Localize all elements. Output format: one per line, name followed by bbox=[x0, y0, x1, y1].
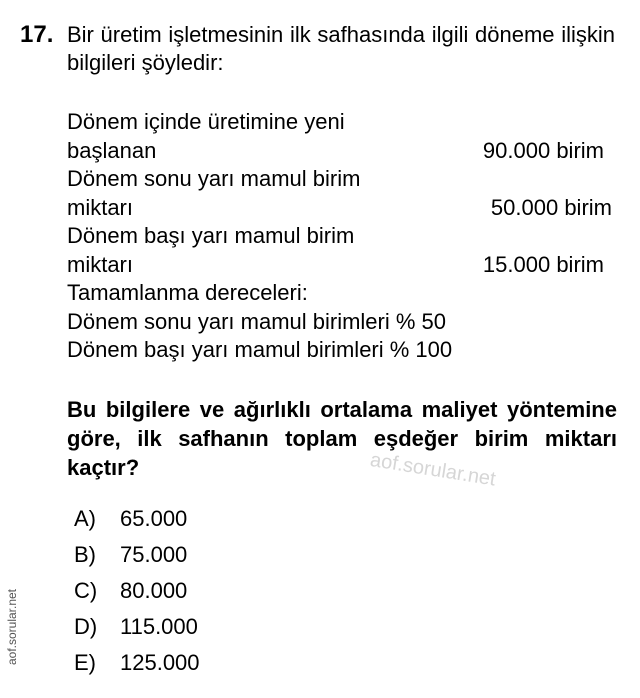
info-line: Dönem sonu yarı mamul birimleri % 50 bbox=[67, 308, 447, 334]
option-letter: B) bbox=[74, 542, 96, 567]
info-value: 90.000 birim bbox=[482, 137, 604, 163]
option-letter: E) bbox=[74, 650, 96, 675]
info-label: miktarı bbox=[67, 194, 133, 220]
side-watermark: aof.sorular.net bbox=[5, 588, 19, 666]
info-line: Dönem içinde üretimine yeni bbox=[67, 109, 345, 134]
option-text: 115.000 bbox=[120, 614, 198, 639]
option-letter: D) bbox=[74, 614, 98, 639]
info-row bbox=[67, 137, 607, 166]
option-a[interactable] bbox=[74, 504, 200, 540]
option-text: 125.000 bbox=[120, 650, 200, 675]
info-line: Dönem başı yarı mamul birimleri % 100 bbox=[67, 337, 453, 362]
option-letter: C) bbox=[74, 578, 98, 603]
question-number: 17. bbox=[20, 21, 54, 48]
option-text: 75.000 bbox=[120, 542, 188, 567]
option-text: 65.000 bbox=[120, 506, 188, 531]
option-b[interactable] bbox=[74, 540, 200, 576]
info-row bbox=[67, 251, 607, 280]
option-letter: A) bbox=[74, 506, 96, 531]
info-line: Dönem başı yarı mamul birim bbox=[67, 223, 355, 248]
info-row bbox=[67, 194, 612, 223]
option-e[interactable] bbox=[74, 648, 200, 684]
info-label: başlanan bbox=[67, 137, 157, 163]
watermark: aof.sorular.net bbox=[368, 449, 498, 491]
info-line: Dönem sonu yarı mamul birim bbox=[67, 166, 361, 191]
info-block bbox=[67, 108, 612, 365]
info-value: 50.000 birim bbox=[490, 194, 612, 220]
question-intro: Bir üretim işletmesinin ilk safhasında ilgili döneme ilişkin bilgileri şöyledir: bbox=[67, 22, 615, 75]
answer-options bbox=[74, 504, 200, 684]
info-line: Tamamlanma dereceleri: bbox=[67, 280, 308, 305]
option-c[interactable] bbox=[74, 576, 200, 612]
question-stem: Bu bilgilere ve ağırlıklı ortalama maliyet yöntemine göre, ilk safhanın toplam eşdeğer birim miktarı kaçtır? bbox=[67, 397, 617, 480]
option-d[interactable] bbox=[74, 612, 200, 648]
option-text: 80.000 bbox=[120, 578, 188, 603]
info-value: 15.000 birim bbox=[482, 251, 604, 277]
info-label: miktarı bbox=[67, 251, 133, 277]
